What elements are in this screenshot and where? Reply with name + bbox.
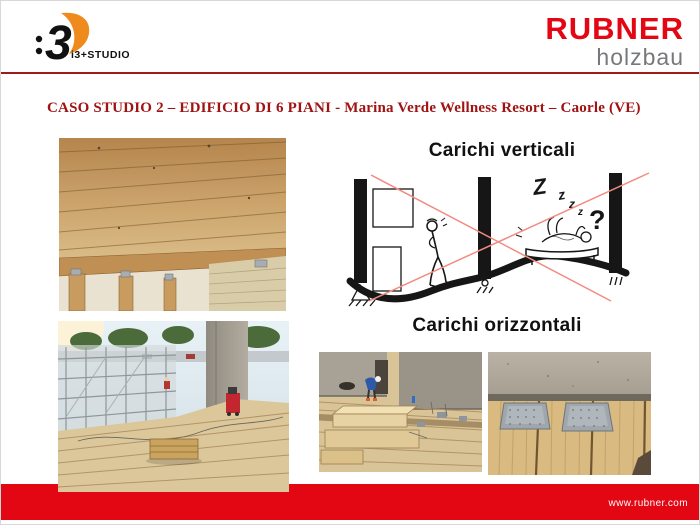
deck-worker-photo xyxy=(319,352,482,472)
logo-dot xyxy=(36,48,42,54)
header-divider xyxy=(1,72,700,74)
heading-carichi-verticali: Carichi verticali xyxy=(428,140,576,161)
logo-label: i3+STUDIO xyxy=(71,49,131,61)
heading-carichi-orizzontali: Carichi orizzontali xyxy=(412,315,582,336)
steel-plate-left xyxy=(500,403,550,429)
water-bottle xyxy=(412,396,415,403)
concrete-wall-right xyxy=(399,352,482,409)
rubner-holzbau: holzbau xyxy=(596,44,684,70)
scaffolding xyxy=(58,345,176,431)
logo-mark: 3 xyxy=(45,17,72,67)
worker-figure xyxy=(164,377,170,389)
footer-url: www.rubner.com xyxy=(608,498,688,509)
construction-site-photo xyxy=(58,321,289,492)
red-cross-icon xyxy=(369,173,649,301)
i3-studio-logo xyxy=(29,9,149,67)
timber-pallet xyxy=(146,439,202,465)
timber-ceiling-photo xyxy=(59,138,286,311)
connector-plates-photo xyxy=(488,352,651,475)
roller-support xyxy=(477,280,493,293)
svg-text:z: z xyxy=(556,185,567,203)
shadow-line xyxy=(488,394,651,401)
wall-openings xyxy=(373,189,413,291)
tool-bag xyxy=(339,382,355,390)
stick-figure xyxy=(427,218,453,287)
svg-text:Z: Z xyxy=(531,173,549,200)
zzz-text xyxy=(530,173,583,218)
slide-title: CASO STUDIO 2 – EDIFICIO DI 6 PIANI - Marina Verde Wellness Resort – Caorle (VE) xyxy=(47,100,641,116)
question-mark-text: ? xyxy=(589,205,606,235)
svg-text:z: z xyxy=(578,207,583,218)
svg-text:z: z xyxy=(569,197,575,211)
floor-deflection-cartoon xyxy=(346,169,658,317)
right-support-hatches xyxy=(610,277,622,285)
rubner-logo xyxy=(545,13,684,69)
rubner-wordmark: RUBNER xyxy=(545,11,684,46)
steel-plate-right xyxy=(562,403,613,431)
concrete-band xyxy=(488,352,651,398)
logo-dot xyxy=(36,36,42,42)
